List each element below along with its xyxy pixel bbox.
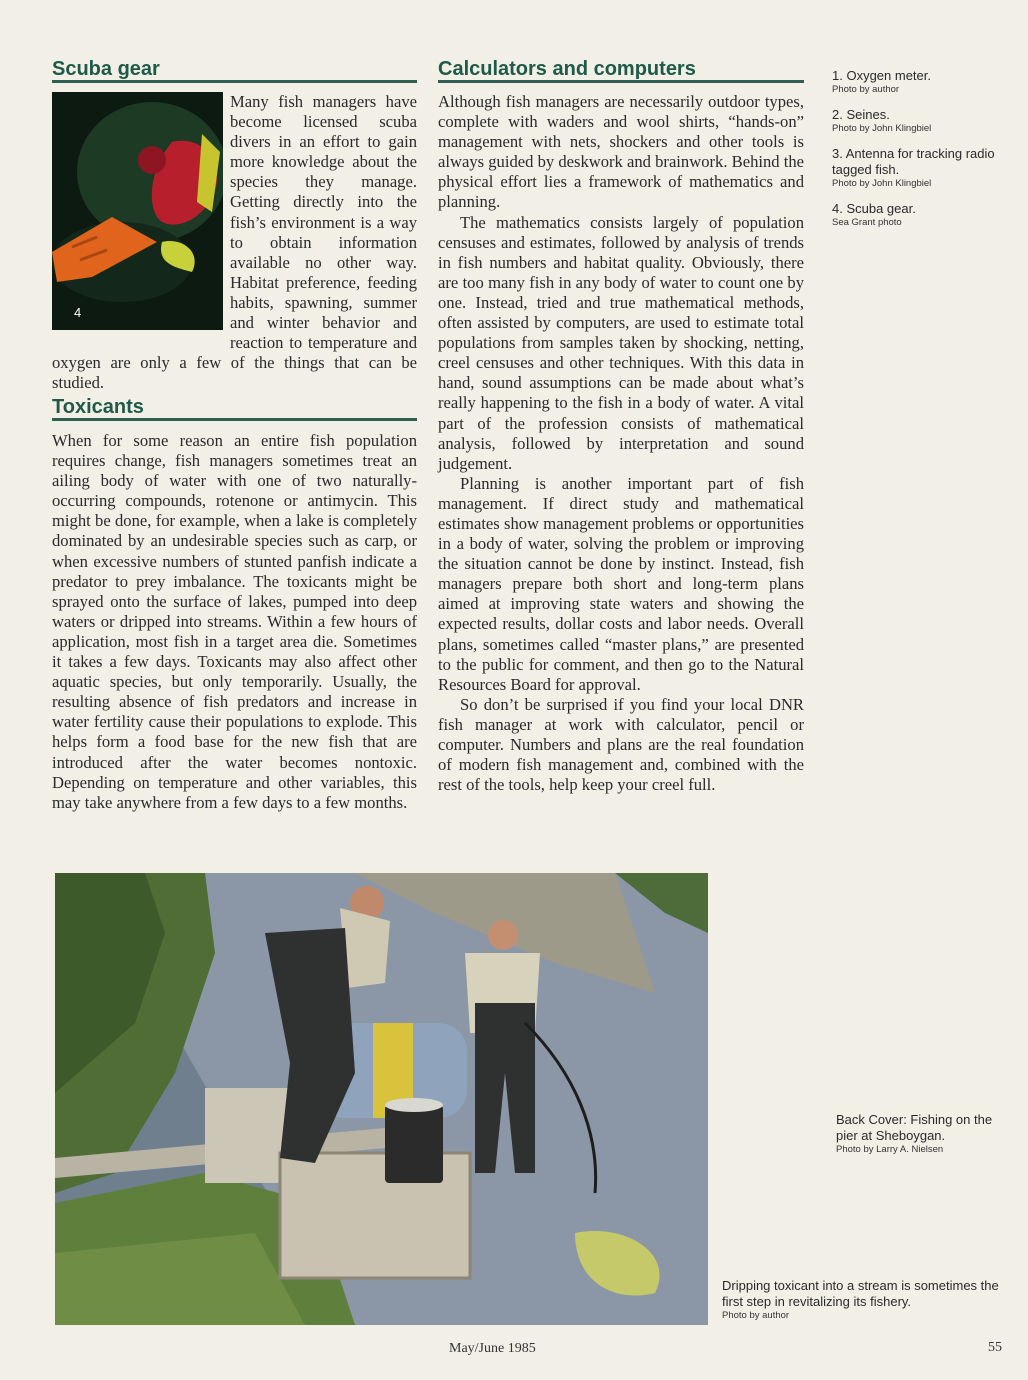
page-number: 55 — [988, 1340, 1002, 1355]
toxicants-rule — [52, 418, 417, 421]
toxicants-heading: Toxicants — [52, 396, 144, 418]
calculators-paragraph: The mathematics consists largely of population censuses and estimates, followed by analysis of trends in fish numbers and habitat quality. Obviously, there are too many fish in any body of water to count one by one. Instead, tried and true mathematical methods, often assisted by computers, are used to estimate total populations from samples taken by shocking, netting, creel censuses and other techniques. With this data in hand, sound assumptions can be made about what’s really happening to the fish in a body of water. A vital part of the profession consists of mathematical analysis, followed by interpretation and sound judgement. — [438, 212, 804, 473]
caption-credit: Sea Grant photo — [832, 217, 902, 228]
caption-title: 3. Antenna for tracking radio tagged fish. — [832, 146, 995, 177]
scuba-text: Many fish managers have become licensed scuba divers in an effort to gain more knowledge about the species they manage. Getting directly into the fish’s environment is a way to obtain information available no other way. Habitat preference, feeding habits, spawning, summer and winter behavior and reaction to temperature and oxygen are only a few of the things that can be studied. — [52, 92, 417, 393]
stream-photo-caption-text: Dripping toxicant into a stream is sometimes the first step in revitalizing its fishery. — [722, 1278, 999, 1309]
stream-photo-credit: Photo by author — [722, 1310, 790, 1321]
caption-title: 4. Scuba gear. — [832, 201, 916, 216]
scuba-photo — [52, 92, 223, 330]
caption-item — [832, 107, 1017, 135]
caption-item — [832, 68, 1017, 96]
back-cover-title: Back Cover: Fishing on the pier at Sheboygan. — [836, 1112, 993, 1143]
caption-credit: Photo by author — [832, 84, 900, 95]
scuba-rule — [52, 80, 417, 83]
calculators-paragraph: Although fish managers are necessarily outdoor types, complete with waders and wool shirts, “hands-on” management with nets, shockers and other tools is always guided by deskwork and brainwork. Behind the physical effort lies a framework of mathematics and planning. — [438, 92, 804, 212]
calculators-paragraph: Planning is another important part of fish management. If direct study and mathematical estimates show management problems or opportunities in a body of water, solving the problem or improving the situation cannot be done by instinct. Instead, fish managers prepare both short and long-term plans aimed at improving state waters and showing the expected results, dollar costs and labor needs. Overall plans, sometimes called “master plans,” are presented to the public for comment, and then go to the Natural Resources Board for approval. — [438, 473, 804, 694]
caption-credit: Photo by John Klingbiel — [832, 178, 932, 189]
calculators-paragraph: So don’t be surprised if you find your local DNR fish manager at work with calculator, pencil or computer. Numbers and plans are the real foundation of modern fish management and, combined with the rest of the tools, help keep your creel full. — [438, 694, 804, 795]
caption-item — [832, 146, 1017, 190]
caption-credit: Photo by John Klingbiel — [832, 123, 932, 134]
scuba-heading: Scuba gear — [52, 58, 160, 80]
photo-captions — [832, 68, 1017, 240]
calculators-text — [438, 92, 804, 795]
stream-photo-caption — [722, 1278, 1007, 1322]
calculators-rule — [438, 80, 804, 83]
scuba-section — [52, 92, 417, 393]
back-cover-credit: Photo by Larry A. Nielsen — [836, 1144, 944, 1155]
caption-title: 1. Oxygen meter. — [832, 68, 931, 83]
toxicants-text: When for some reason an entire fish population requires change, fish managers sometimes treat an ailing body of water with one of two naturally-occurring compounds, rotenone or antimycin. This might be done, for example, when a lake is completely dominated by an undesirable species such as carp, or when excessive numbers of stunted panfish indicate a predator to prey imbalance. The toxicants might be sprayed onto the surface of lakes, pumped into deep waters or dripped into streams. Within a few hours of application, most fish in a target area die. Sometimes it takes a few days. Toxicants may also affect other aquatic species, but only temporarily. Usually, the resulting absence of fish predators and increase in water fertility cause their populations to explode. This helps form a food base for the new fish that are introduced after the water becomes nontoxic. Depending on temperature and other variables, this may take anywhere from a few days to a few months. — [52, 431, 417, 812]
issue-date: May/June 1985 — [449, 1341, 536, 1356]
calculators-heading: Calculators and computers — [438, 58, 696, 80]
back-cover-caption — [836, 1112, 1006, 1156]
caption-item — [832, 201, 1017, 229]
caption-title: 2. Seines. — [832, 107, 890, 122]
stream-photo — [55, 873, 708, 1325]
scuba-photo-number: 4 — [74, 305, 82, 320]
